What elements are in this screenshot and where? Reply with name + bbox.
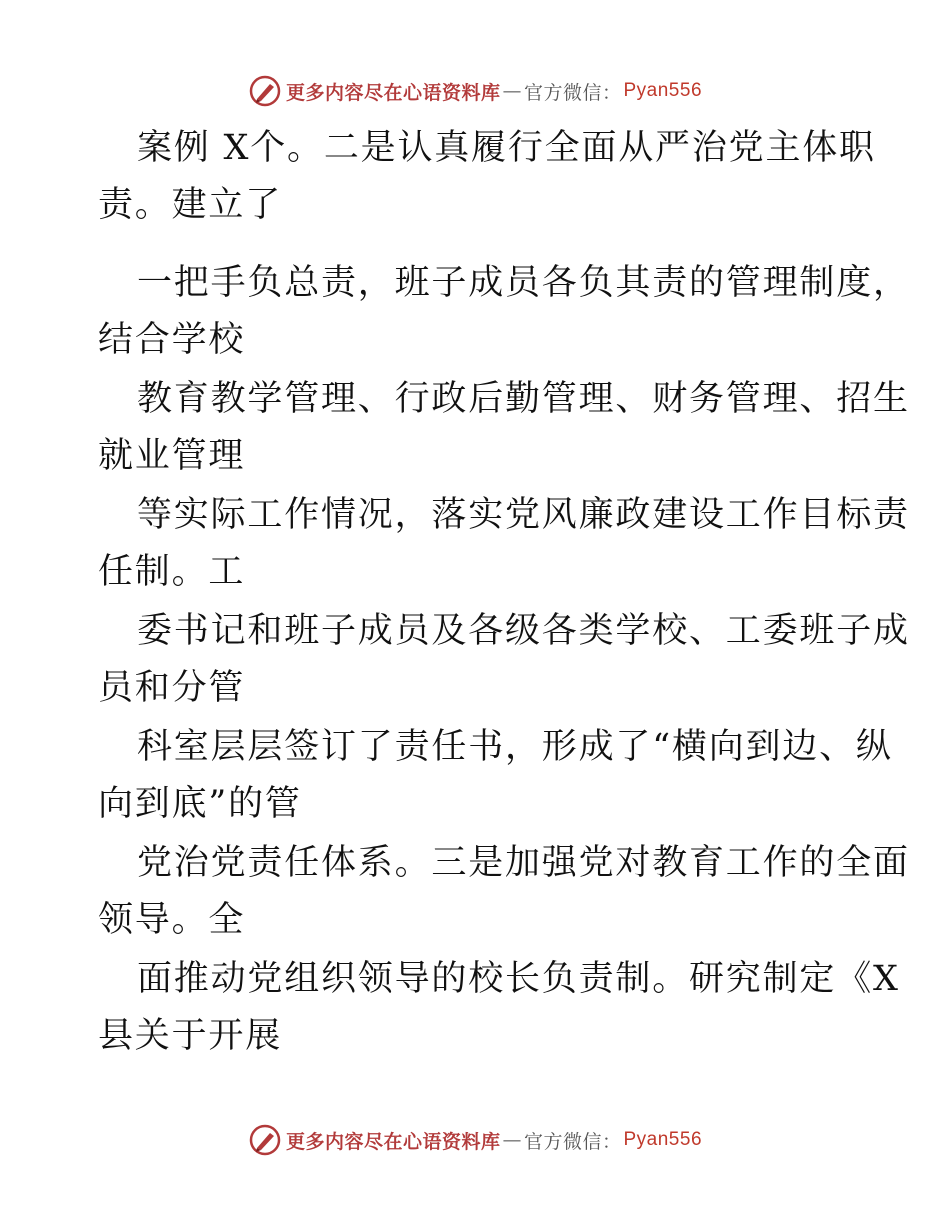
text-line: 等实际工作情况，落实党风廉政建设工作目标责 — [137, 495, 910, 535]
watermark-main-text: 更多内容尽在心语资料库 — [285, 81, 501, 104]
pen-logo-icon — [248, 74, 282, 108]
text-line: 一把手负总责，班子成员各负其责的管理制度， — [137, 263, 910, 303]
footer-watermark — [0, 1120, 950, 1160]
pen-logo-icon — [248, 1123, 282, 1157]
text-line: 党治党责任体系。三是加强党对教育工作的全面 — [137, 843, 910, 883]
text-line: 县关于开展 — [98, 1016, 283, 1056]
text-line: 教育教学管理、行政后勤管理、财务管理、招生 — [137, 379, 910, 419]
watermark-wechat-id: Pyan556 — [623, 1129, 703, 1150]
text-line: 任制。工 — [98, 552, 246, 592]
watermark-wechat-label: 官方微信： — [523, 81, 622, 104]
text-line: 员和分管 — [98, 668, 246, 708]
text-line: 领导。全 — [98, 900, 246, 940]
text-line: 面推动党组织领导的校长负责制。研究制定《X — [137, 959, 900, 999]
text-line: 委书记和班子成员及各级各类学校、工委班子成 — [137, 611, 910, 651]
text-line: 向到底”的管 — [98, 784, 302, 824]
text-line: 就业管理 — [98, 436, 246, 476]
text-line: 结合学校 — [98, 320, 246, 360]
watermark-dash: — — [502, 80, 522, 102]
watermark-main-text: 更多内容尽在心语资料库 — [285, 1130, 501, 1153]
text-line: 案例 X个。二是认真履行全面从严治党主体职 — [137, 128, 876, 168]
text-line: 责。建立了 — [98, 185, 283, 225]
watermark-wechat-label: 官方微信： — [523, 1130, 622, 1153]
watermark-dash: — — [502, 1129, 522, 1151]
watermark-wechat-id: Pyan556 — [623, 80, 703, 101]
text-line: 科室层层签订了责任书，形成了“横向到边、纵 — [137, 727, 893, 767]
header-watermark — [0, 71, 950, 111]
